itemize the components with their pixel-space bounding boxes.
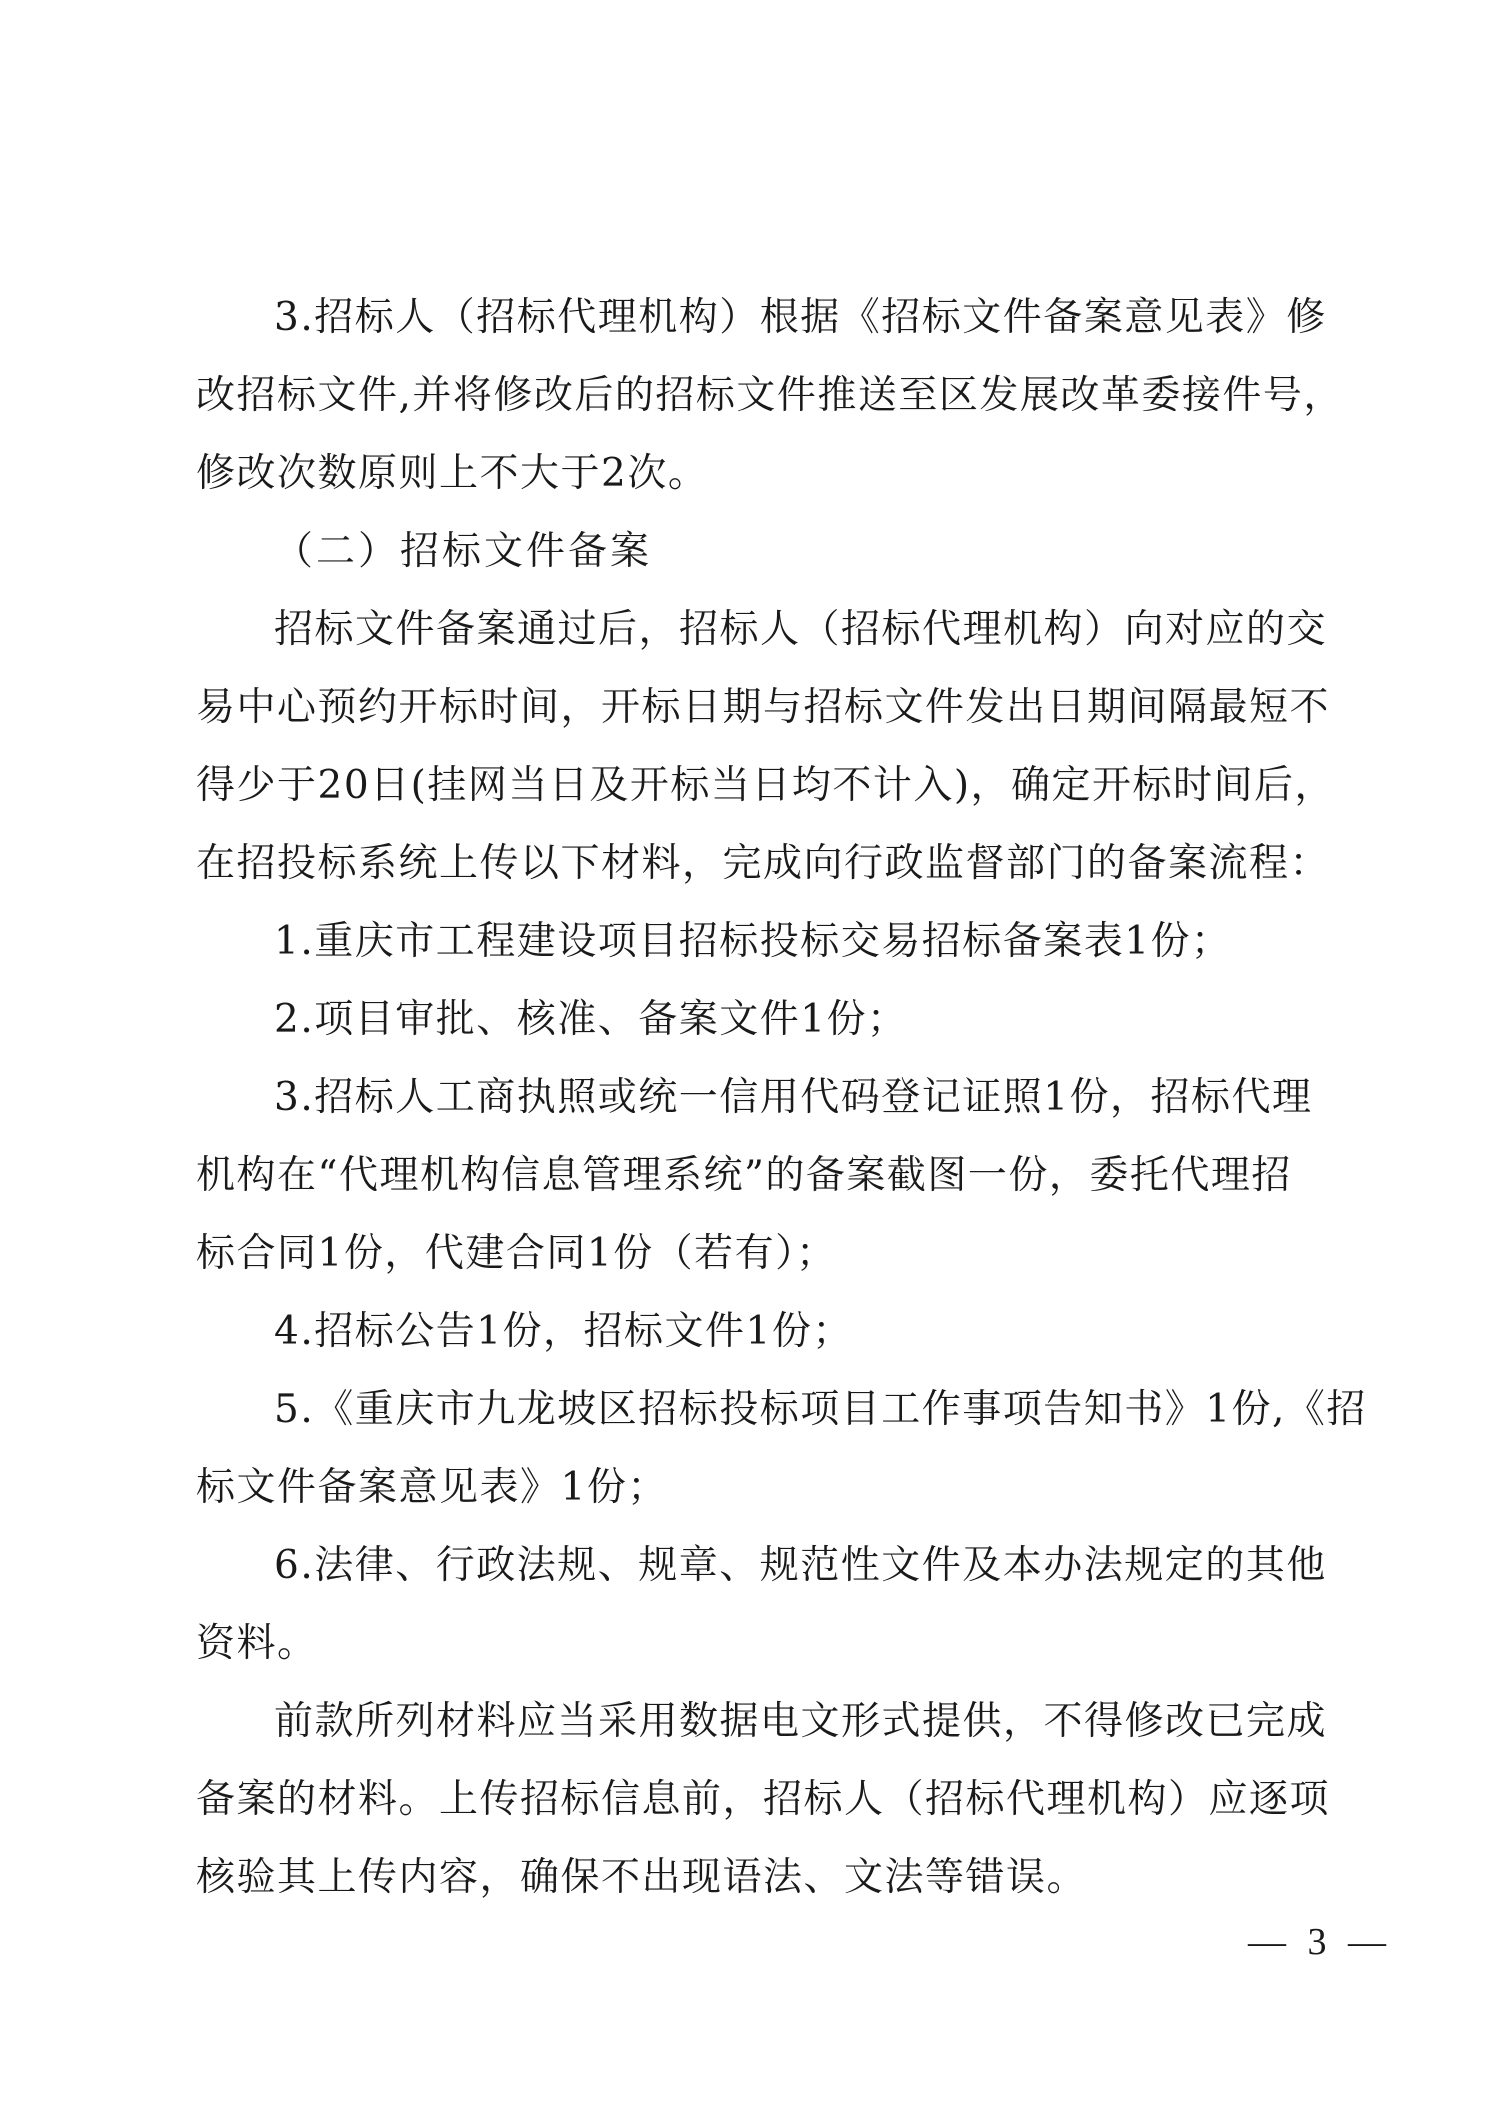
text-line-item-3-start: 3.招标人（招标代理机构）根据《招标文件备案意见表》修 — [274, 295, 1327, 340]
list-item-5-start: 5.《重庆市九龙坡区招标投标项目工作事项告知书》1份,《招 — [274, 1387, 1367, 1432]
list-item-6-end: 资料。 — [196, 1621, 318, 1666]
list-item-5-end: 标文件备案意见表》1份； — [196, 1465, 668, 1510]
text-line-para-2: 易中心预约开标时间，开标日期与招标文件发出日期间隔最短不 — [196, 685, 1331, 730]
text-line-closing-1: 前款所列材料应当采用数据电文形式提供，不得修改已完成 — [274, 1699, 1328, 1744]
page-number: — 3 — — [1248, 1921, 1392, 1963]
text-line-para-3: 得少于20日(挂网当日及开标当日均不计入)，确定开标时间后， — [196, 763, 1336, 808]
list-item-3-start: 3.招标人工商执照或统一信用代码登记证照1份，招标代理 — [274, 1075, 1313, 1120]
list-item-1: 1.重庆市工程建设项目招标投标交易招标备案表1份； — [274, 919, 1232, 964]
section-heading: （二）招标文件备案 — [274, 529, 653, 574]
text-line-para-1: 招标文件备案通过后，招标人（招标代理机构）向对应的交 — [274, 607, 1328, 652]
list-item-4: 4.招标公告1份，招标文件1份； — [274, 1309, 853, 1354]
list-item-6-start: 6.法律、行政法规、规章、规范性文件及本办法规定的其他 — [274, 1543, 1327, 1588]
text-line-item-3-cont: 改招标文件,并将修改后的招标文件推送至区发展改革委接件号， — [196, 373, 1344, 418]
text-line-para-4: 在招投标系统上传以下材料，完成向行政监督部门的备案流程： — [196, 841, 1331, 886]
text-line-closing-3: 核验其上传内容，确保不出现语法、文法等错误。 — [196, 1855, 1088, 1900]
list-item-3-cont: 机构在“代理机构信息管理系统”的备案截图一份，委托代理招 — [196, 1153, 1292, 1198]
text-line-item-3-end: 修改次数原则上不大于2次。 — [196, 451, 709, 496]
list-item-3-end: 标合同1份，代建合同1份（若有）； — [196, 1231, 837, 1276]
text-line-closing-2: 备案的材料。上传招标信息前，招标人（招标代理机构）应逐项 — [196, 1777, 1331, 1822]
list-item-2: 2.项目审批、核准、备案文件1份； — [274, 997, 908, 1042]
